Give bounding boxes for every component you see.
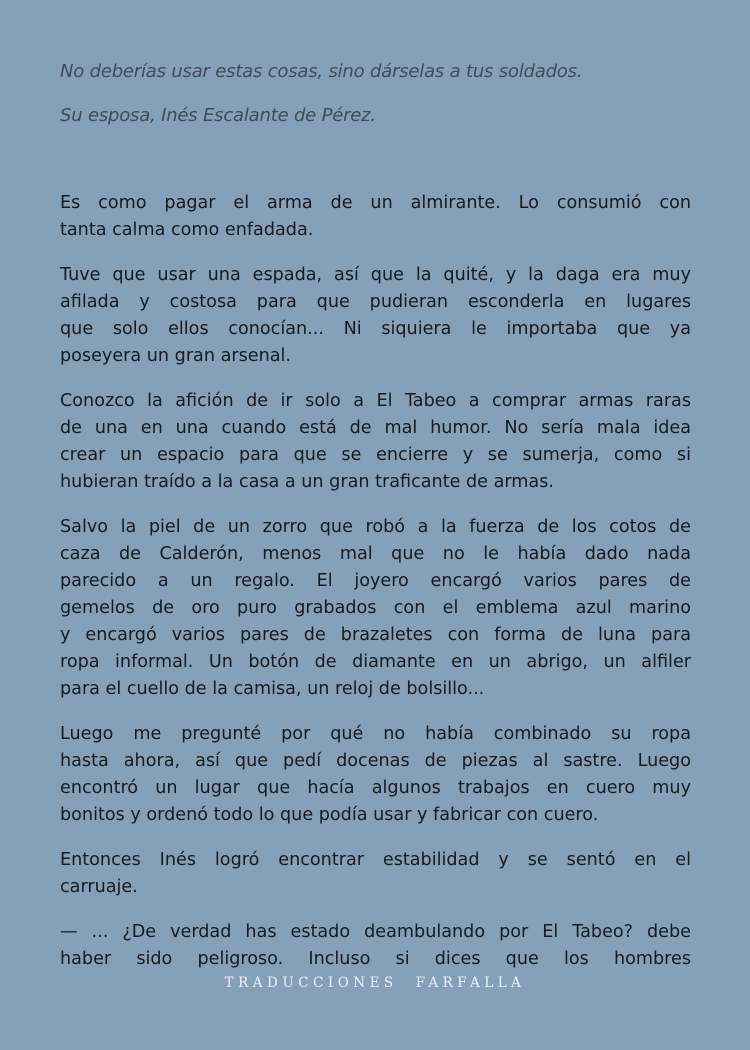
epigraph-quote: No deberías usar estas cosas, sino dárselas a tus soldados. (60, 61, 583, 82)
text-line: caza de Calderón, menos mal que no le había dado nada (60, 544, 691, 564)
text-line: para el cuello de la camisa, un reloj de bolsillo... (60, 679, 485, 699)
text-line: afilada y costosa para que pudieran esconderla en lugares (60, 292, 691, 312)
text-line: hasta ahora, así que pedí docenas de piezas al sastre. Luego (60, 751, 691, 771)
paragraph (60, 190, 691, 244)
footer-word-1: TRADUCCIONES (224, 975, 398, 991)
text-line: Conozco la afición de ir solo a El Tabeo a comprar armas raras (60, 391, 691, 411)
text-line: — ... ¿De verdad has estado deambulando por El Tabeo? debe (60, 922, 691, 942)
body-text (60, 190, 691, 991)
text-line: bonitos y ordenó todo lo que podía usar y fabricar con cuero. (60, 805, 599, 825)
text-line: parecido a un regalo. El joyero encargó varios pares de (60, 571, 691, 591)
text-line: haber sido peligroso. Incluso si dices que los hombres (60, 949, 691, 969)
paragraph (60, 847, 691, 901)
paragraph (60, 388, 691, 496)
footer-word-2: FARFALLA (415, 975, 526, 991)
text-line: Luego me pregunté por qué no había combinado su ropa (60, 724, 691, 744)
text-line: que solo ellos conocían... Ni siquiera le importaba que ya (60, 319, 691, 339)
text-line: crear un espacio para que se encierre y se sumerja, como si (60, 445, 691, 465)
text-line: encontró un lugar que hacía algunos trabajos en cuero muy (60, 778, 691, 798)
paragraph (60, 919, 691, 973)
text-line: hubieran traído a la casa a un gran traficante de armas. (60, 472, 554, 492)
text-line: tanta calma como enfadada. (60, 220, 314, 240)
text-line: carruaje. (60, 877, 138, 897)
text-line: de una en una cuando está de mal humor. No sería mala idea (60, 418, 691, 438)
text-line: Es como pagar el arma de un almirante. Lo consumió con (60, 193, 691, 213)
paragraph (60, 721, 691, 829)
text-line: Entonces Inés logró encontrar estabilidad y se sentó en el (60, 850, 691, 870)
epigraph-attribution: Su esposa, Inés Escalante de Pérez. (60, 105, 376, 126)
text-line: ropa informal. Un botón de diamante en un abrigo, un alfiler (60, 652, 691, 672)
text-line: Salvo la piel de un zorro que robó a la fuerza de los cotos de (60, 517, 691, 537)
paragraph (60, 514, 691, 703)
text-line: gemelos de oro puro grabados con el emblema azul marino (60, 598, 691, 618)
text-line: Tuve que usar una espada, así que la quité, y la daga era muy (60, 265, 691, 285)
page-footer (0, 975, 750, 991)
text-line: y encargó varios pares de brazaletes con forma de luna para (60, 625, 691, 645)
paragraph (60, 262, 691, 370)
text-line: poseyera un gran arsenal. (60, 346, 292, 366)
